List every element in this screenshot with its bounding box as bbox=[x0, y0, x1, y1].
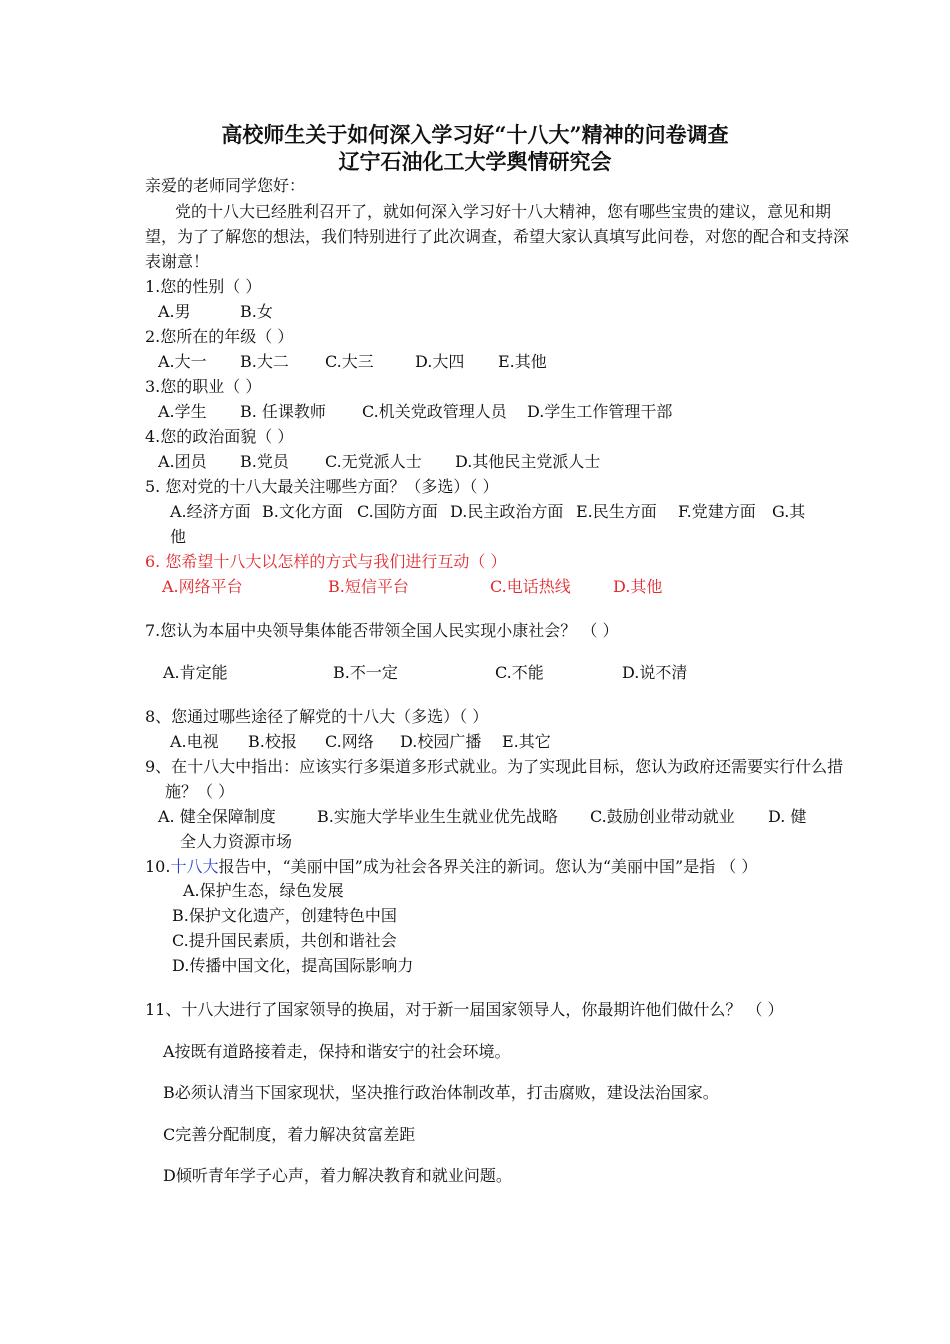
q5-option-f[interactable]: F.党建方面 bbox=[678, 502, 756, 521]
question-2: 2.您所在的年级（ ） bbox=[145, 327, 294, 346]
q1-option-a[interactable]: A.男 bbox=[158, 302, 191, 321]
q10-option-b[interactable]: B.保护文化遗产，创建特色中国 bbox=[172, 906, 397, 925]
q9-option-d-wrap: 全人力资源市场 bbox=[180, 832, 293, 851]
question-8: 8、您通过哪些途径了解党的十八大（多选）（ ） bbox=[145, 707, 489, 726]
question-9-cont: 施？（ ） bbox=[165, 782, 235, 801]
q7-option-c[interactable]: C.不能 bbox=[495, 663, 544, 682]
q11-option-b[interactable]: B必须认清当下国家现状，坚决推行政治体制改革，打击腐败，建设法治国家。 bbox=[163, 1083, 719, 1102]
q9-option-c[interactable]: C.鼓励创业带动就业 bbox=[590, 807, 735, 826]
question-5: 5. 您对党的十八大最关注哪些方面？（多选）（ ） bbox=[145, 477, 499, 496]
q2-option-c[interactable]: C.大三 bbox=[325, 352, 374, 371]
page-title: 高校师生关于如何深入学习好“十八大”精神的问卷调查 bbox=[221, 122, 729, 147]
q9-option-d[interactable]: D. 健 bbox=[768, 807, 807, 826]
q11-option-a[interactable]: A按既有道路接着走，保持和谐安宁的社会环境。 bbox=[163, 1042, 511, 1061]
intro-line-2: 望，为了了解您的想法，我们特别进行了此次调查，希望大家认真填写此问卷，对您的配合和支持深 bbox=[145, 227, 850, 246]
q4-option-a[interactable]: A.团员 bbox=[158, 452, 207, 471]
q9-option-a[interactable]: A. 健全保障制度 bbox=[158, 807, 276, 826]
question-10 bbox=[145, 857, 757, 877]
q10-link[interactable]: 十八大 bbox=[170, 857, 219, 876]
q10-rest: 报告中，“美丽中国”成为社会各界关注的新词。您认为“美丽中国”是指 （ ） bbox=[218, 857, 758, 876]
q10-option-d[interactable]: D.传播中国文化，提高国际影响力 bbox=[172, 956, 414, 975]
q7-option-b[interactable]: B.不一定 bbox=[333, 663, 398, 682]
q2-option-e[interactable]: E.其他 bbox=[498, 352, 547, 371]
q9-option-b[interactable]: B.实施大学毕业生生就业优先战略 bbox=[317, 807, 558, 826]
q4-option-c[interactable]: C.无党派人士 bbox=[325, 452, 422, 471]
q8-option-e[interactable]: E.其它 bbox=[502, 732, 551, 751]
question-1: 1.您的性别（ ） bbox=[145, 277, 262, 296]
q6-option-c[interactable]: C.电话热线 bbox=[490, 577, 571, 596]
q5-option-c[interactable]: C.国防方面 bbox=[357, 502, 438, 521]
q10-number: 10. bbox=[145, 857, 171, 876]
q5-option-e[interactable]: E.民生方面 bbox=[576, 502, 657, 521]
q2-option-b[interactable]: B.大二 bbox=[240, 352, 289, 371]
q4-option-b[interactable]: B.党员 bbox=[240, 452, 289, 471]
q2-option-a[interactable]: A.大一 bbox=[158, 352, 207, 371]
intro-line-1: 党的十八大已经胜利召开了，就如何深入学习好十八大精神，您有哪些宝贵的建议，意见和期 bbox=[175, 202, 832, 221]
q5-option-b[interactable]: B.文化方面 bbox=[262, 502, 343, 521]
q7-option-a[interactable]: A.肯定能 bbox=[163, 663, 228, 682]
q10-option-a[interactable]: A.保护生态，绿色发展 bbox=[183, 881, 344, 900]
q3-option-a[interactable]: A.学生 bbox=[158, 402, 207, 421]
q7-option-d[interactable]: D.说不清 bbox=[622, 663, 688, 682]
q5-option-g[interactable]: G.其 bbox=[772, 502, 806, 521]
q5-option-a[interactable]: A.经济方面 bbox=[170, 502, 251, 521]
q6-option-d[interactable]: D.其他 bbox=[613, 577, 663, 596]
q2-option-d[interactable]: D.大四 bbox=[415, 352, 465, 371]
q3-option-b[interactable]: B. 任课教师 bbox=[240, 402, 326, 421]
q5-option-g-wrap: 他 bbox=[170, 527, 187, 546]
question-4: 4.您的政治面貌（ ） bbox=[145, 427, 294, 446]
q8-option-a[interactable]: A.电视 bbox=[170, 732, 219, 751]
q10-option-c[interactable]: C.提升国民素质，共创和谐社会 bbox=[172, 931, 397, 950]
page-subtitle: 辽宁石油化工大学舆情研究会 bbox=[338, 149, 612, 174]
q8-option-d[interactable]: D.校园广播 bbox=[400, 732, 482, 751]
q4-option-d[interactable]: D.其他民主党派人士 bbox=[455, 452, 601, 471]
q8-option-b[interactable]: B.校报 bbox=[248, 732, 297, 751]
q3-option-d[interactable]: D.学生工作管理干部 bbox=[527, 402, 673, 421]
q6-option-a[interactable]: A.网络平台 bbox=[162, 577, 243, 596]
intro-line-3: 表谢意！ bbox=[145, 252, 210, 271]
q11-option-d[interactable]: D倾听青年学子心声，着力解决教育和就业问题。 bbox=[163, 1166, 512, 1185]
q1-option-b[interactable]: B.女 bbox=[240, 302, 273, 321]
q11-option-c[interactable]: C完善分配制度，着力解决贫富差距 bbox=[163, 1125, 416, 1144]
question-7: 7.您认为本届中央领导集体能否带领全国人民实现小康社会？ （ ） bbox=[145, 621, 619, 640]
q5-option-d[interactable]: D.民主政治方面 bbox=[450, 502, 564, 521]
q3-option-c[interactable]: C.机关党政管理人员 bbox=[362, 402, 507, 421]
greeting: 亲爱的老师同学您好： bbox=[145, 176, 306, 195]
q8-option-c[interactable]: C.网络 bbox=[325, 732, 374, 751]
question-11: 11、十八大进行了国家领导的换届，对于新一届国家领导人，你最期许他们做什么？ （ ） bbox=[145, 1000, 784, 1019]
question-9: 9、在十八大中指出：应该实行多渠道多形式就业。为了实现此目标，您认为政府还需要实行什么措 bbox=[145, 757, 844, 776]
question-3: 3.您的职业（ ） bbox=[145, 377, 262, 396]
q6-option-b[interactable]: B.短信平台 bbox=[328, 577, 409, 596]
question-6: 6. 您希望十八大以怎样的方式与我们进行互动（ ） bbox=[145, 552, 507, 571]
